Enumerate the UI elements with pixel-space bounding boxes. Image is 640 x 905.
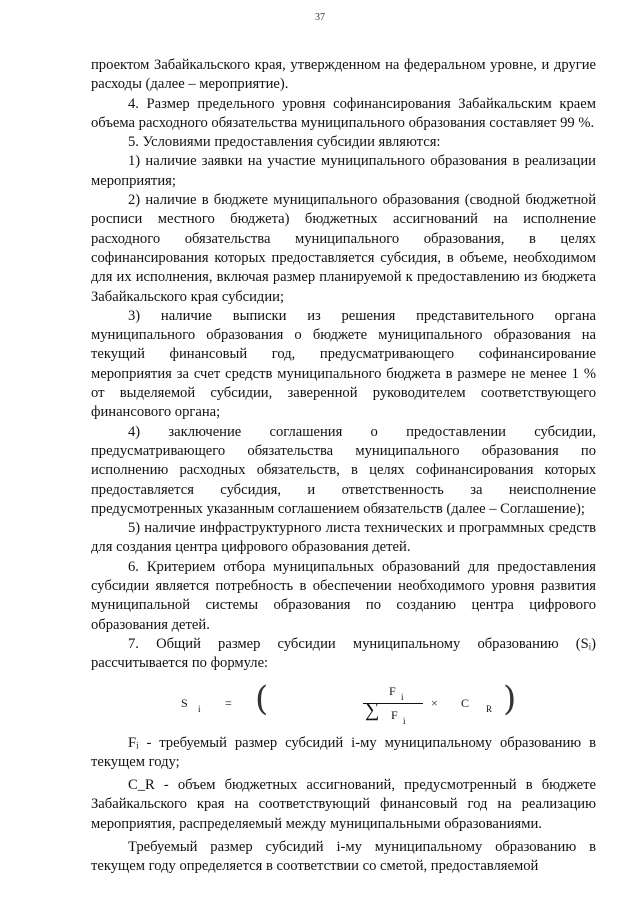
list-item: 5) наличие инфраструктурного листа технических и программных средств для создания центра цифрового образования детей. (91, 520, 596, 556)
formula-numerator-sub: i (401, 691, 404, 702)
paragraph: Требуемый размер субсидий i-му муниципальному образованию в текущем году определяется в соответствии со сметой, предоставляемой (91, 838, 596, 875)
paragraph: 6. Критерием отбора муниципальных образований для предоставления субсидии является потребность в обеспечении необходимого уровня развития муниципальной системы образования по созданию центра цифрового образования детей. (91, 558, 596, 633)
paragraph: 4. Размер предельного уровня софинансирования Забайкальским краем объема расходного обязательства муниципального образования составляет 99 %. (91, 95, 596, 131)
formula-times: × (431, 695, 438, 710)
document-body (91, 56, 596, 877)
paragraph: C_R - объем бюджетных ассигнований, предусмотренный в бюджете Забайкальского края на соответствующий финансовый год на реализацию мероприятия, распределяемый между муниципальными образованиями. (91, 777, 596, 832)
formula-lhs-sub: i (198, 703, 201, 714)
list-item: 1) наличие заявки на участие муниципального образования в реализации мероприятия; (91, 153, 596, 189)
formula-numerator: F (389, 683, 396, 698)
formula-c: C (461, 695, 470, 710)
list-item: 2) наличие в бюджете муниципального образования (сводной бюджетной росписи местного бюджета) бюджетных ассигнований на исполнение расходного обязательства муниципального образования, в целях софинансирования которых предоставляется субсидия, в объеме, необходимом для их исполнения, включая размер планируемой к предоставлению из бюджета Забайкальского края субсидии; (91, 192, 596, 305)
formula-equals: = (225, 695, 232, 710)
formula-denominator-sub: i (403, 715, 406, 726)
paragraph: проектом Забайкальского края, утвержденном на федеральном уровне, и другие расходы (далее – мероприятие). (91, 57, 596, 93)
list-item: 3) наличие выписки из решения представительного органа муниципального образования о бюджете муниципального образования на текущий финансовый год, предусматривающего софинансирование мероприятия за счет средств муниципального бюджета в размере не менее 1 % от выделяемой субсидии, заверенной руководителем соответствующего финансового органа; (91, 307, 596, 421)
formula-denominator: F (391, 707, 398, 722)
subsidy-formula (91, 678, 596, 728)
formula-lhs: S (181, 695, 188, 710)
formula-close-paren: ) (503, 678, 517, 719)
paragraph: 7. Общий размер субсидии муниципальному образованию (Sᵢ) рассчитывается по формуле: (91, 635, 596, 672)
list-item: 4) заключение соглашения о предоставлении субсидии, предусматривающего обязательства муниципального образования по исполнению расходных обязательств, в целях софинансирования которых предоставляется субсидия, и ответственность за неисполнение предусмотренных указанным соглашением обязательств (далее – Соглашение); (91, 423, 596, 517)
formula-c-sub: R (486, 703, 493, 714)
paragraph: 5. Условиями предоставления субсидии являются: (128, 134, 441, 151)
formula-open-paren: ( (255, 678, 269, 719)
paragraph: Fᵢ - требуемый размер субсидий i-му муниципальному образованию в текущем году; (91, 734, 596, 770)
page-number: 37 (315, 12, 325, 23)
formula-sigma: ∑ (365, 698, 380, 721)
